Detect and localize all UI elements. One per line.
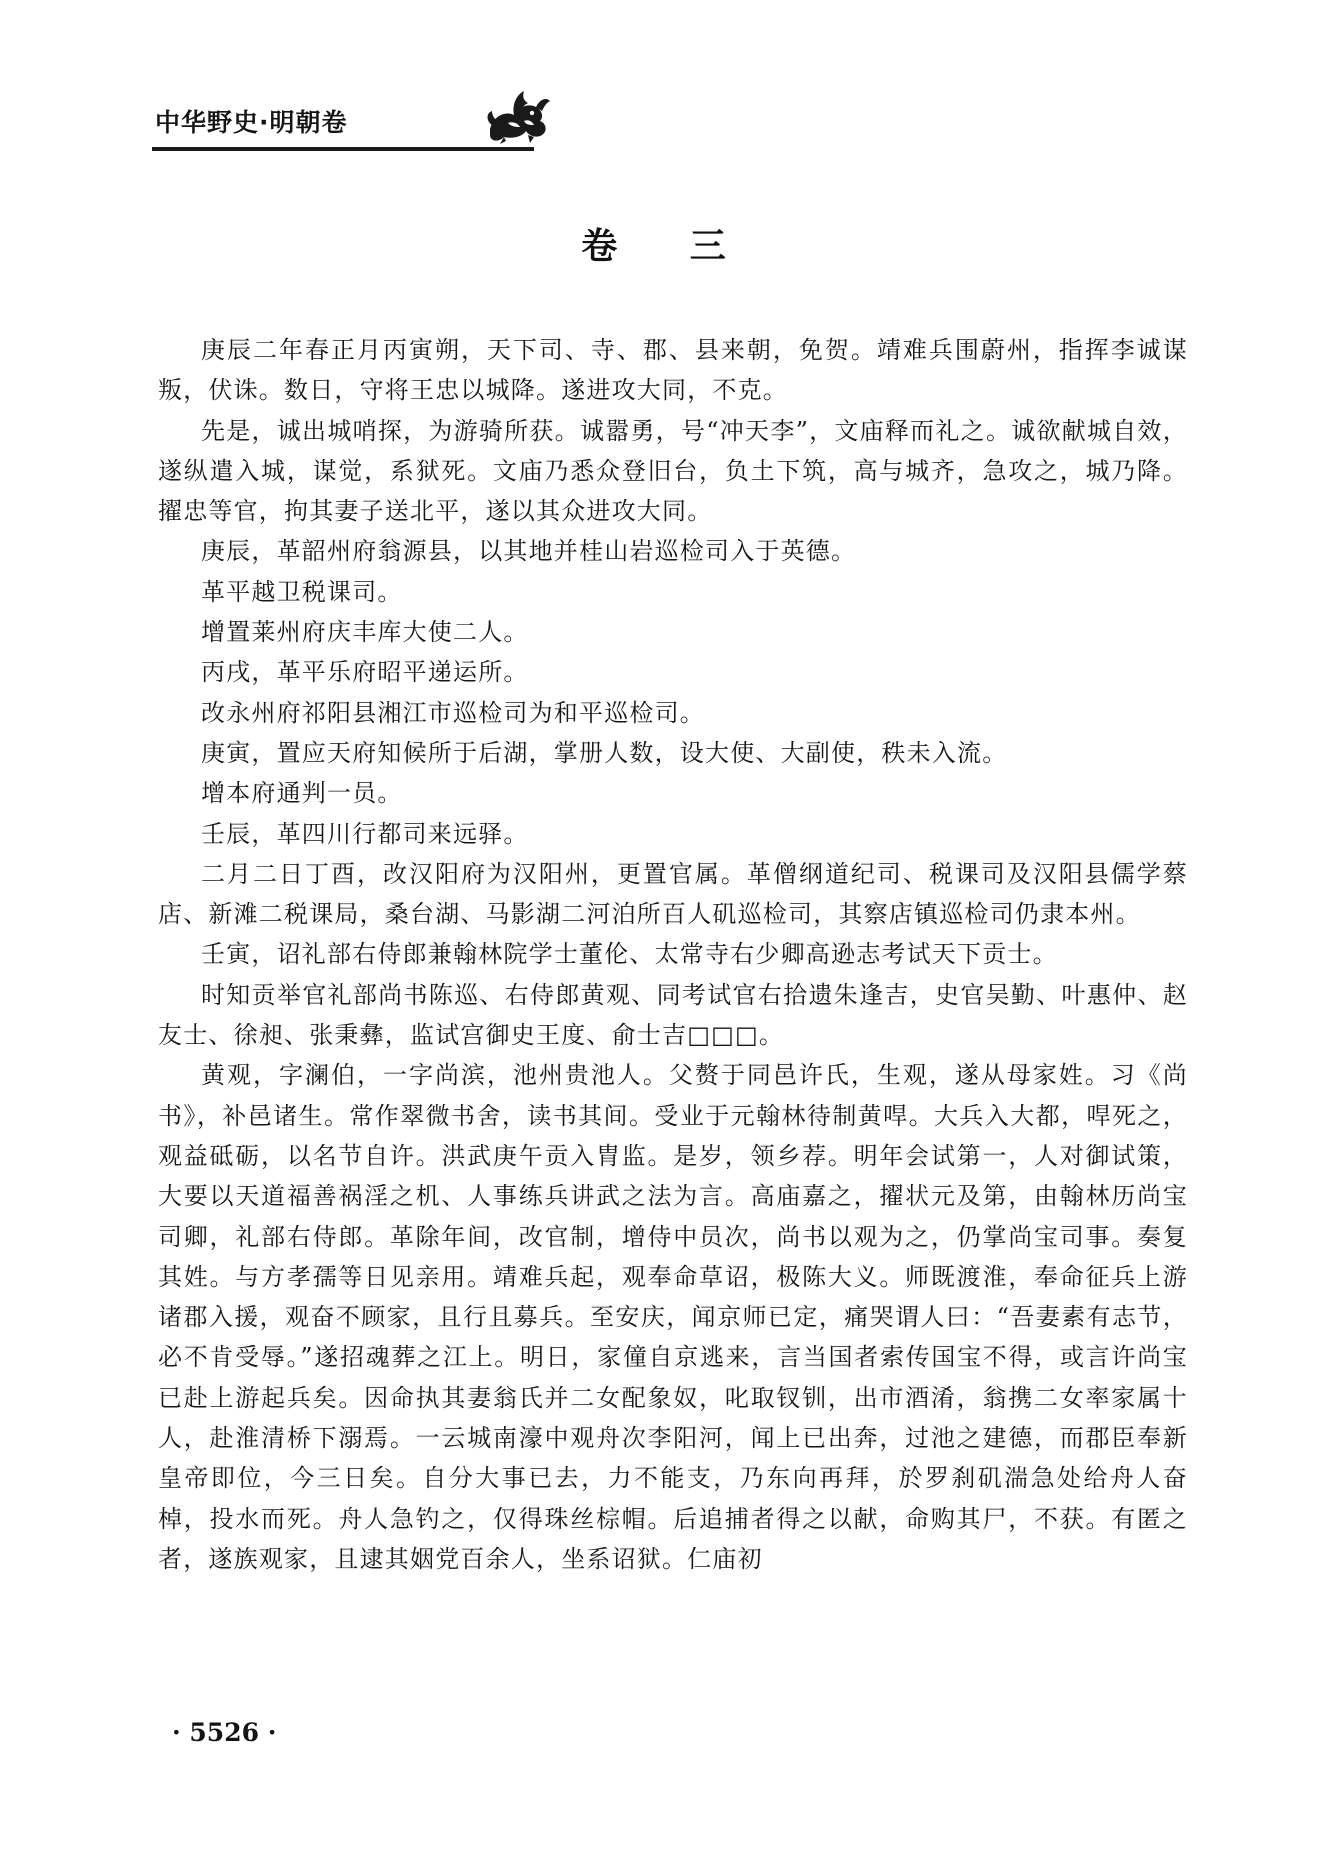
chapter-title: 卷 三 (581, 226, 756, 267)
paragraph: 庚辰，革韶州府翁源县，以其地并桂山岩巡检司入于英德。 (201, 537, 857, 566)
paragraph: 丙戌，革平乐府昭平递运所。 (201, 658, 529, 687)
paragraph: 先是，诚出城哨探，为游骑所获。诚嚣勇，号“冲天李”，文庙释而礼之。诚欲献城自效，遂纵遣入城，谋觉，系狱死。文庙乃悉众登旧台，负土下筑，高与城齐，急攻之，城乃降。擢忠等官，拘其妻子送北平，遂以其众进攻大同。 (158, 416, 1188, 526)
paragraph: 时知贡举官礼部尚书陈巡、右侍郎黄观、同考试官右拾遗朱逢吉，史官吴勤、叶惠仲、赵友士、徐昶、张秉彝，监试宫御史王度、俞士吉□□□。 (158, 980, 1188, 1050)
paragraph: 庚辰二年春正月丙寅朔，天下司、寺、郡、县来朝，免贺。靖难兵围蔚州，指挥李诚谋叛，伏诛。数日，守将王忠以城降。遂进攻大同，不克。 (158, 336, 1188, 405)
paragraph: 庚寅，置应天府知候所于后湖，掌册人数，设大使、大副使，秩未入流。 (201, 738, 1008, 767)
paragraph: 壬辰，革四川行都司来远驿。 (201, 819, 529, 848)
header-rule (152, 147, 534, 151)
paragraph: 改永州府祁阳县湘江市巡检司为和平巡检司。 (201, 698, 705, 727)
running-title: 中华野史·明朝卷 (155, 108, 348, 137)
paragraph: 增置莱州府庆丰库大使二人。 (201, 618, 529, 647)
paragraph: 增本府通判一员。 (201, 779, 403, 808)
paragraph: 革平越卫税课司。 (201, 577, 403, 606)
paragraph: 壬寅，诏礼部右侍郎兼翰林院学士董伦、太常寺右少卿高逊志考试天下贡士。 (201, 940, 1058, 969)
paragraph: 二月二日丁酉，改汉阳府为汉阳州，更置官属。革僧纲道纪司、税课司及汉阳县儒学蔡店、新滩二税课局，桑台湖、马影湖二河泊所百人矶巡检司，其察店镇巡检司仍隶本州。 (158, 859, 1188, 929)
body-text (158, 330, 1188, 1579)
page-number: · 5526 · (172, 1718, 277, 1747)
dragon-icon (484, 85, 552, 145)
paragraph: 黄观，字澜伯，一字尚滨，池州贵池人。父赘于同邑许氏，生观，遂从母家姓。习《尚书》，补邑诸生。常作翠微书舍，读书其间。受业于元翰林待制黄哻。大兵入大都，哻死之，观益砥砺，以名节自许。洪武庚午贡入胄监。是岁，领乡荐。明年会试第一，人对御试策，大要以天道福善祸淫之机、人事练兵讲武之法为言。高庙嘉之，擢状元及第，由翰林历尚宝司卿，礼部右侍郎。革除年间，改官制，增侍中员次，尚书以观为之，仍掌尚宝司事。奏复其姓。与方孝孺等日见亲用。靖难兵起，观奉命草诏，极陈大义。师既渡淮，奉命征兵上游诸郡入援，观奋不顾家，且行且募兵。至安庆，闻京师已定，痛哭谓人曰：“吾妻素有志节，必不肯受辱。”遂招魂葬之江上。明日，家僮自京逃来，言当国者索传国宝不得，或言许尚宝已赴上游起兵矣。因命执其妻翁氏并二女配象奴，叱取钗钏，出市酒淆，翁携二女率家属十人，赴淮清桥下溺焉。一云城南濠中观舟次李阳河，闻上已出奔，过池之建德，而郡臣奉新皇帝即位，今三日矣。自分大事已去，力不能支，乃东向再拜，於罗刹矶湍急处给舟人奋棹，投水而死。舟人急钓之，仅得珠丝棕帽。后追捕者得之以献，命购其尸，不获。有匿之者，遂族观家，且逮其姻党百余人，坐系诏狱。仁庙初 (158, 1061, 1188, 1573)
